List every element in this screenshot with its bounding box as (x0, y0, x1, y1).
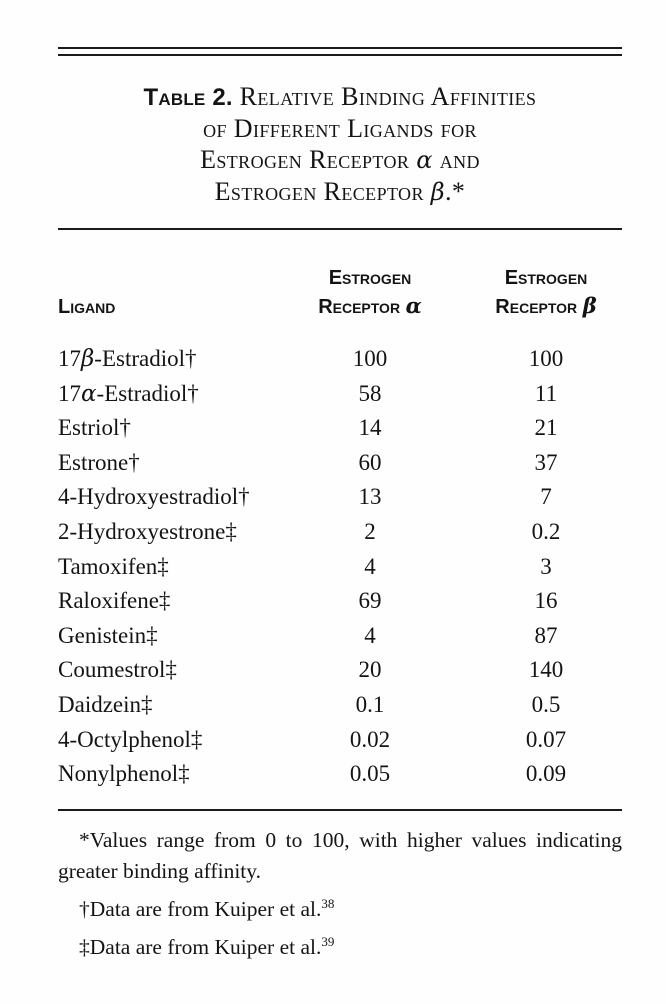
er-alpha-value: 4 (364, 622, 376, 648)
footnote-text: Data are from Kuiper et al. (89, 934, 322, 959)
er-beta-value: 100 (528, 346, 564, 371)
title-line-3: Estrogen Receptor α and (200, 145, 480, 174)
er-beta-value: 0.07 (525, 726, 567, 752)
table-row (58, 342, 622, 377)
er-beta-value: 0.09 (525, 761, 567, 787)
footnote (58, 932, 622, 963)
reference-number: 39 (321, 933, 335, 949)
table-row (58, 757, 622, 792)
ligand-cell: Genistein‡ (58, 622, 158, 648)
ligand-cell: Raloxifene‡ (58, 588, 171, 614)
ligand-cell: 4-Octylphenol‡ (58, 726, 203, 752)
ligand-cell: 2-Hydroxyestrone‡ (58, 518, 237, 544)
er-alpha-value: 0.02 (349, 726, 391, 752)
footnote (58, 894, 622, 925)
er-alpha-value: 20 (358, 657, 382, 683)
er-beta-value: 3 (540, 553, 552, 579)
column-header-er-alpha (300, 264, 440, 321)
top-double-rule (58, 47, 622, 56)
table-row (58, 688, 622, 723)
title-line-2: of Different Ligands for (203, 114, 477, 143)
greek-letter: β (81, 346, 95, 372)
title-line-4: Estrogen Receptor β.* (214, 177, 466, 206)
greek-letter: α (416, 146, 433, 174)
ligand-cell: Nonylphenol‡ (58, 761, 190, 787)
table-title (58, 81, 622, 208)
title-separator-rule (58, 228, 622, 230)
er-beta-value: 21 (534, 415, 558, 441)
er-beta-value: 37 (534, 449, 558, 475)
table-row (58, 619, 622, 654)
er-alpha-value: 69 (358, 588, 382, 614)
table-row (58, 480, 622, 515)
bottom-rule (58, 809, 622, 811)
er-alpha-value: 13 (358, 484, 382, 510)
er-alpha-value: 0.1 (355, 691, 385, 717)
ligand-cell: Coumestrol‡ (58, 657, 177, 683)
er-alpha-value: 14 (358, 415, 382, 441)
footnote (58, 825, 622, 887)
er-alpha-value: 2 (364, 518, 376, 544)
footnote-marker: ‡ (79, 934, 90, 959)
table-row (58, 550, 622, 585)
table-row (58, 584, 622, 619)
er-beta-value: 140 (528, 657, 564, 683)
er-beta-value: 16 (534, 588, 558, 614)
er-alpha-value: 60 (358, 449, 382, 475)
table-body (58, 342, 622, 792)
ligand-cell: Estriol† (58, 415, 131, 441)
er-alpha-header-line-1: Estrogen (328, 267, 412, 289)
er-beta-value: 87 (534, 622, 558, 648)
er-beta-value: 0.5 (531, 691, 561, 717)
er-beta-value: 0.2 (531, 518, 561, 544)
table-row (58, 446, 622, 481)
er-alpha-value: 58 (358, 380, 382, 406)
greek-letter: α (405, 293, 422, 318)
title-line-1-text: Relative Binding Affinities (239, 82, 537, 111)
table-row (58, 723, 622, 758)
footnotes (58, 825, 622, 963)
footnote-marker: * (79, 827, 90, 852)
reference-number: 38 (321, 895, 335, 911)
er-beta-value: 11 (534, 380, 558, 406)
er-beta-header-line-2: Receptor β (495, 293, 597, 318)
ligand-cell: 17β-Estradiol† (58, 346, 197, 372)
table-content-area (58, 47, 622, 963)
footnote-marker: † (79, 896, 90, 921)
table-number-label: Table 2. (143, 84, 233, 111)
table-row (58, 653, 622, 688)
ligand-cell: Estrone† (58, 449, 140, 475)
column-header-er-beta (455, 264, 637, 321)
greek-letter: β (430, 178, 446, 206)
footnote-text: Values range from 0 to 100, with higher values indicating greater binding affinity. (58, 827, 622, 883)
table-row (58, 377, 622, 412)
greek-letter: α (81, 380, 97, 407)
footnote-text: Data are from Kuiper et al. (89, 896, 322, 921)
er-alpha-header-line-2: Receptor α (318, 293, 422, 318)
greek-letter: β (582, 293, 597, 318)
er-alpha-value: 0.05 (349, 761, 391, 787)
title-line-1 (58, 81, 622, 113)
er-alpha-value: 100 (352, 346, 388, 371)
ligand-cell: Tamoxifen‡ (58, 553, 169, 579)
er-beta-header-line-1: Estrogen (504, 267, 588, 289)
table-row (58, 411, 622, 446)
table-header-row (58, 264, 622, 321)
column-header-ligand: Ligand (58, 296, 116, 318)
ligand-cell: Daidzein‡ (58, 691, 153, 717)
ligand-cell: 4-Hydroxyestradiol† (58, 484, 250, 510)
table-row (58, 515, 622, 550)
er-alpha-value: 4 (364, 553, 376, 579)
er-beta-value: 7 (540, 484, 552, 510)
ligand-cell: 17α-Estradiol† (58, 380, 199, 407)
